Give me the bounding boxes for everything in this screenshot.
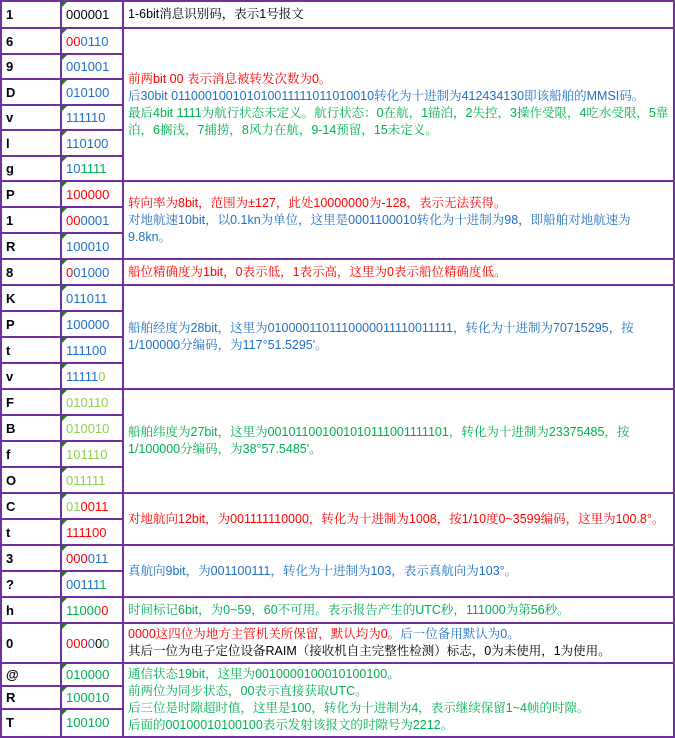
binary-bits-cell — [61, 79, 123, 105]
description-cell — [123, 597, 674, 623]
bit-segment: 010010 — [66, 420, 110, 436]
description-text: 船位精确度为1bit，0表示低，1表示高，这里为0表示船位精确度低。 — [128, 264, 507, 279]
description-line — [128, 88, 669, 105]
description-text: 船舶纬度为27bit，这里为001011001001010111001111101，转化为十进制为23375485，按1/100000分编码，为38°57.5485'。 — [128, 425, 630, 456]
binary-bits-cell — [61, 233, 123, 259]
bit-segment: 100010 — [66, 238, 110, 254]
description-line — [128, 683, 669, 700]
ascii-char-cell: h — [1, 597, 61, 623]
description-cell — [123, 28, 674, 181]
table-row — [1, 663, 674, 686]
ascii-char-cell: K — [1, 285, 61, 311]
description-text: 其后一位为电子定位设备RAIM（接收机自主完整性检测）标志，0为未使用，1为使用。 — [128, 644, 611, 658]
bit-segment: 0 — [98, 368, 106, 384]
description-line — [128, 320, 669, 354]
description-line — [128, 264, 669, 281]
ascii-char-cell: P — [1, 311, 61, 337]
bit-segment: 011 — [87, 550, 109, 566]
ascii-char-cell: 3 — [1, 545, 61, 571]
binary-bits-cell — [61, 363, 123, 389]
table-row — [1, 545, 674, 571]
description-line — [128, 563, 669, 580]
description-cell — [123, 663, 674, 737]
bit-segment: 010110 — [66, 394, 109, 410]
bit-segment: 010000 — [66, 666, 110, 682]
bit-segment: 00 — [66, 33, 81, 49]
ascii-char-cell: 1 — [1, 1, 61, 28]
table-row — [1, 1, 674, 28]
binary-bits-cell — [61, 1, 123, 28]
bit-segment: 11111 — [66, 368, 99, 384]
binary-bits-cell — [61, 545, 123, 571]
description-line — [128, 212, 669, 246]
description-text: 对地航向12bit，为001111110000，转化为十进制为1008，按1/10度0~3599编码，这里为100.8°。 — [128, 511, 665, 526]
binary-bits-cell — [61, 54, 123, 79]
binary-bits-cell — [61, 493, 123, 519]
description-line — [128, 195, 669, 212]
bit-segment: 00111 — [66, 576, 100, 592]
binary-bits-cell — [61, 597, 123, 623]
ascii-char-cell: C — [1, 493, 61, 519]
bit-segment: 011011 — [66, 290, 108, 306]
bit-segment: 10 — [66, 161, 81, 176]
bit-segment: 0 — [101, 602, 109, 618]
binary-bits-cell — [61, 709, 123, 737]
description-text: 前两位为同步状态，00表示直接获取UTC。 — [128, 684, 368, 698]
description-text: 后一位备用默认为0。 — [400, 627, 520, 641]
ascii-char-cell: D — [1, 79, 61, 105]
description-text: 1-6bit消息识别码，表示1号报文 — [128, 7, 304, 21]
bit-segment: 00 — [66, 212, 81, 228]
bit-segment: 111110 — [66, 110, 106, 125]
table-row — [1, 623, 674, 663]
description-text: 后面的00100010100100表示发射该报文的时隙号为2212。 — [128, 718, 454, 732]
bit-segment: 011111 — [66, 472, 106, 488]
description-line — [128, 626, 669, 643]
ascii-char-cell: f — [1, 441, 61, 467]
bit-segment: 0001 — [80, 212, 110, 228]
description-line — [128, 105, 669, 139]
ascii-char-cell: l — [1, 130, 61, 156]
description-text: 通信状态19bit，这里为0010000100010100100。 — [128, 667, 400, 681]
ascii-char-cell: t — [1, 337, 61, 363]
binary-bits-cell — [61, 207, 123, 233]
bit-segment: 0 — [66, 264, 74, 280]
ascii-char-cell: 9 — [1, 54, 61, 79]
ascii-char-cell: ? — [1, 571, 61, 597]
ascii-char-cell: t — [1, 519, 61, 545]
binary-bits-cell — [61, 663, 123, 686]
description-line — [128, 6, 669, 23]
description-text: 真航向9bit，为001100111，转化为十进制为103，表示真航向为103°。 — [128, 563, 518, 578]
binary-bits-cell — [61, 130, 123, 156]
ascii-char-cell: B — [1, 415, 61, 441]
bit-segment: 110100 — [66, 135, 109, 151]
ascii-char-cell: @ — [1, 663, 61, 686]
description-text: 船舶经度为28bit，这里为0100001101110000011110011111，转化为十进制为70715295，按1/100000分编码，为117°51.5295'。 — [128, 321, 634, 352]
bit-segment: 01000 — [73, 264, 110, 280]
description-line — [128, 717, 669, 734]
bit-segment: 111100 — [66, 524, 107, 540]
bit-segment: 100000 — [66, 316, 110, 332]
table-row — [1, 285, 674, 311]
ascii-char-cell: v — [1, 105, 61, 130]
ascii-char-cell: v — [1, 363, 61, 389]
description-line — [128, 666, 669, 683]
ascii-char-cell: R — [1, 686, 61, 709]
description-cell — [123, 259, 674, 285]
binary-bits-cell — [61, 105, 123, 130]
bit-segment: 0110 — [80, 33, 109, 49]
binary-bits-cell — [61, 441, 123, 467]
description-text: 对地航速10bit，以0.1kn为单位，这里是0001100010转化为十进制为98，即船舶对地航速为9.8kn。 — [128, 212, 631, 244]
description-cell — [123, 493, 674, 545]
description-line — [128, 602, 669, 619]
bit-segment: 0011 — [80, 498, 109, 514]
binary-bits-cell — [61, 686, 123, 709]
bit-segment: 100000 — [66, 186, 110, 202]
ascii-char-cell: T — [1, 709, 61, 737]
binary-bits-cell — [61, 311, 123, 337]
description-line — [128, 511, 669, 528]
ascii-char-cell: O — [1, 467, 61, 493]
description-cell — [123, 181, 674, 259]
description-cell — [123, 623, 674, 663]
bit-segment: 0 — [94, 635, 103, 651]
ascii-char-cell: P — [1, 181, 61, 207]
binary-bits-cell — [61, 571, 123, 597]
bit-segment: 010100 — [66, 84, 110, 100]
description-line — [128, 424, 669, 458]
bit-segment: 0 — [102, 635, 110, 651]
bit-segment: 000 — [66, 635, 88, 651]
description-text: 最后4bit 1111为航行状态未定义。航行状态：0在航，1锚泊，2失控，3操作受限，4吃水受限，5靠泊，6搁浅，7捕捞，8风力在航，9-14预留，15未定义。 — [128, 105, 669, 137]
binary-bits-cell — [61, 389, 123, 415]
binary-bits-cell — [61, 259, 123, 285]
description-text: 转向率为8bit，范围为±127，此处10000000为-128，表示无法获得。 — [128, 195, 507, 210]
ascii-char-cell: 1 — [1, 207, 61, 233]
description-text: 后30bit 011000100101010011111011010010转化为十进制为412434130即该船舶的MMSI码。 — [128, 88, 645, 103]
binary-bits-cell — [61, 181, 123, 207]
bit-segment: 100100 — [66, 715, 110, 731]
bit-segment: 001001 — [66, 59, 110, 74]
description-line — [128, 643, 669, 660]
bit-segment: 000001 — [66, 7, 110, 22]
table-row — [1, 493, 674, 519]
bit-segment: 1 — [99, 576, 107, 592]
table-row — [1, 259, 674, 285]
binary-bits-cell — [61, 519, 123, 545]
description-cell — [123, 285, 674, 389]
bit-segment: 0 — [87, 635, 95, 651]
bit-segment: 101110 — [66, 446, 108, 462]
bit-segment: 000 — [66, 550, 88, 566]
ascii-char-cell: 0 — [1, 623, 61, 663]
description-cell — [123, 389, 674, 493]
bit-segment: 100010 — [66, 689, 110, 705]
description-text: 前两bit 00 表示消息被转发次数为0。 — [128, 71, 332, 86]
ascii-char-cell: R — [1, 233, 61, 259]
description-text: 时间标记6bit，为0~59，60不可用。表示报告产生的UTC秒，111000为第56秒。 — [128, 602, 570, 617]
binary-bits-cell — [61, 623, 123, 663]
ascii-char-cell: 6 — [1, 28, 61, 54]
binary-bits-cell — [61, 337, 123, 363]
ascii-char-cell: g — [1, 156, 61, 181]
binary-bits-cell — [61, 28, 123, 54]
description-cell — [123, 545, 674, 597]
table-row — [1, 181, 674, 207]
table-row — [1, 28, 674, 54]
binary-bits-cell — [61, 467, 123, 493]
description-text: 0000这四位为地方主管机关所保留，默认均为0。 — [128, 627, 401, 641]
binary-bits-cell — [61, 285, 123, 311]
bit-segment: 11000 — [66, 602, 102, 618]
description-line — [128, 71, 669, 88]
description-line — [128, 700, 669, 717]
description-text: 后三位是时隙超时值，这里是100，转化为十进制为4，表示继续保留1~4帧的时隙。 — [128, 701, 590, 715]
binary-bits-cell — [61, 415, 123, 441]
bit-segment: 1111 — [80, 161, 107, 176]
table-row — [1, 389, 674, 415]
table-row — [1, 597, 674, 623]
ascii-char-cell: F — [1, 389, 61, 415]
ascii-char-cell: 8 — [1, 259, 61, 285]
bit-segment: 111100 — [66, 342, 107, 358]
bit-segment: 01 — [66, 498, 81, 514]
description-cell — [123, 1, 674, 28]
binary-bits-cell — [61, 156, 123, 181]
